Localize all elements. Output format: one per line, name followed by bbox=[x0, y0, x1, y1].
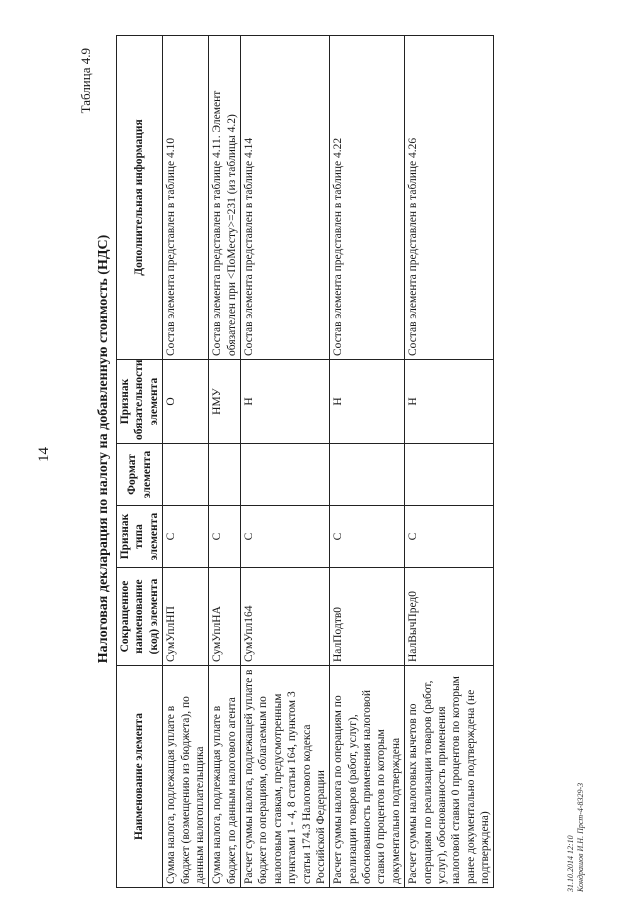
column-header: Сокращенное наименование (код) элемента bbox=[117, 568, 163, 666]
element-type: С bbox=[405, 506, 494, 568]
element-code: СумУплНП bbox=[163, 568, 209, 666]
element-format bbox=[163, 444, 209, 506]
element-code: НалВычПред0 bbox=[405, 568, 494, 666]
element-type: С bbox=[163, 506, 209, 568]
table-row bbox=[241, 36, 330, 888]
table-row bbox=[405, 36, 494, 888]
column-header: Дополнительная информация bbox=[117, 36, 163, 360]
element-format bbox=[405, 444, 494, 506]
element-required: О bbox=[163, 360, 209, 444]
element-name: Расчет суммы налога по операциям по реализации товаров (работ, услуг), обоснованность применения налоговой ставки 0 процентов по которым документально подтверждена bbox=[330, 666, 405, 888]
signature-stamp bbox=[566, 783, 586, 892]
table-row bbox=[209, 36, 241, 888]
element-name: Расчет суммы налога, подлежащей уплате в бюджет по операциям, облагаемым по налоговым ставкам, предусмотренным пунктами 1 - 4, 8 статьи 164, пунктом 3 статьи 174.3 Налогового кодекса Российской Федерации bbox=[241, 666, 330, 888]
element-required: Н bbox=[330, 360, 405, 444]
element-required: НМУ bbox=[209, 360, 241, 444]
signature-author: Кондрашов И.Н. Прст-4-8329-3 bbox=[576, 782, 585, 892]
column-header: Наименование элемента bbox=[117, 666, 163, 888]
element-format bbox=[330, 444, 405, 506]
element-type: С bbox=[241, 506, 330, 568]
element-code: СумУплНА bbox=[209, 568, 241, 666]
element-required: Н bbox=[405, 360, 494, 444]
element-info: Состав элемента представлен в таблице 4.22 bbox=[330, 36, 405, 360]
column-header: Формат элемента bbox=[117, 444, 163, 506]
element-name: Расчет суммы налоговых вычетов по операциям по реализации товаров (работ, услуг), обоснованность применения налоговой ставки 0 процентов по которым ранее документально подтверждена (не подтверждена) bbox=[405, 666, 494, 888]
column-header: Признак типа элемента bbox=[117, 506, 163, 568]
signature-date: 31.10.2014 12:10 bbox=[566, 835, 575, 892]
element-type: С bbox=[330, 506, 405, 568]
element-required: Н bbox=[241, 360, 330, 444]
element-format bbox=[209, 444, 241, 506]
element-info: Состав элемента представлен в таблице 4.14 bbox=[241, 36, 330, 360]
element-code: СумУпл164 bbox=[241, 568, 330, 666]
element-format bbox=[241, 444, 330, 506]
document-title: Налоговая декларация по налогу на добавленную стоимость (НДС) bbox=[96, 234, 111, 664]
element-name: Сумма налога, подлежащая уплате в бюджет, по данным налогового агента bbox=[209, 666, 241, 888]
element-code: НалПодтв0 bbox=[330, 568, 405, 666]
element-info: Состав элемента представлен в таблице 4.26 bbox=[405, 36, 494, 360]
elements-table bbox=[116, 35, 494, 888]
element-info: Состав элемента представлен в таблице 4.10 bbox=[163, 36, 209, 360]
element-name: Сумма налога, подлежащая уплате в бюджет (возмещению из бюджета), по данным налогоплательщика bbox=[163, 666, 209, 888]
element-info: Состав элемента представлен в таблице 4.11. Элемент обязателен при <ПоМесту>=231 (из таблицы 4.2) bbox=[209, 36, 241, 360]
table-row bbox=[163, 36, 209, 888]
element-type: С bbox=[209, 506, 241, 568]
page-number: 14 bbox=[36, 447, 52, 462]
table-label: Таблица 4.9 bbox=[78, 48, 93, 114]
table-row bbox=[330, 36, 405, 888]
table-header-row bbox=[117, 36, 163, 888]
column-header: Признак обязательности элемента bbox=[117, 360, 163, 444]
